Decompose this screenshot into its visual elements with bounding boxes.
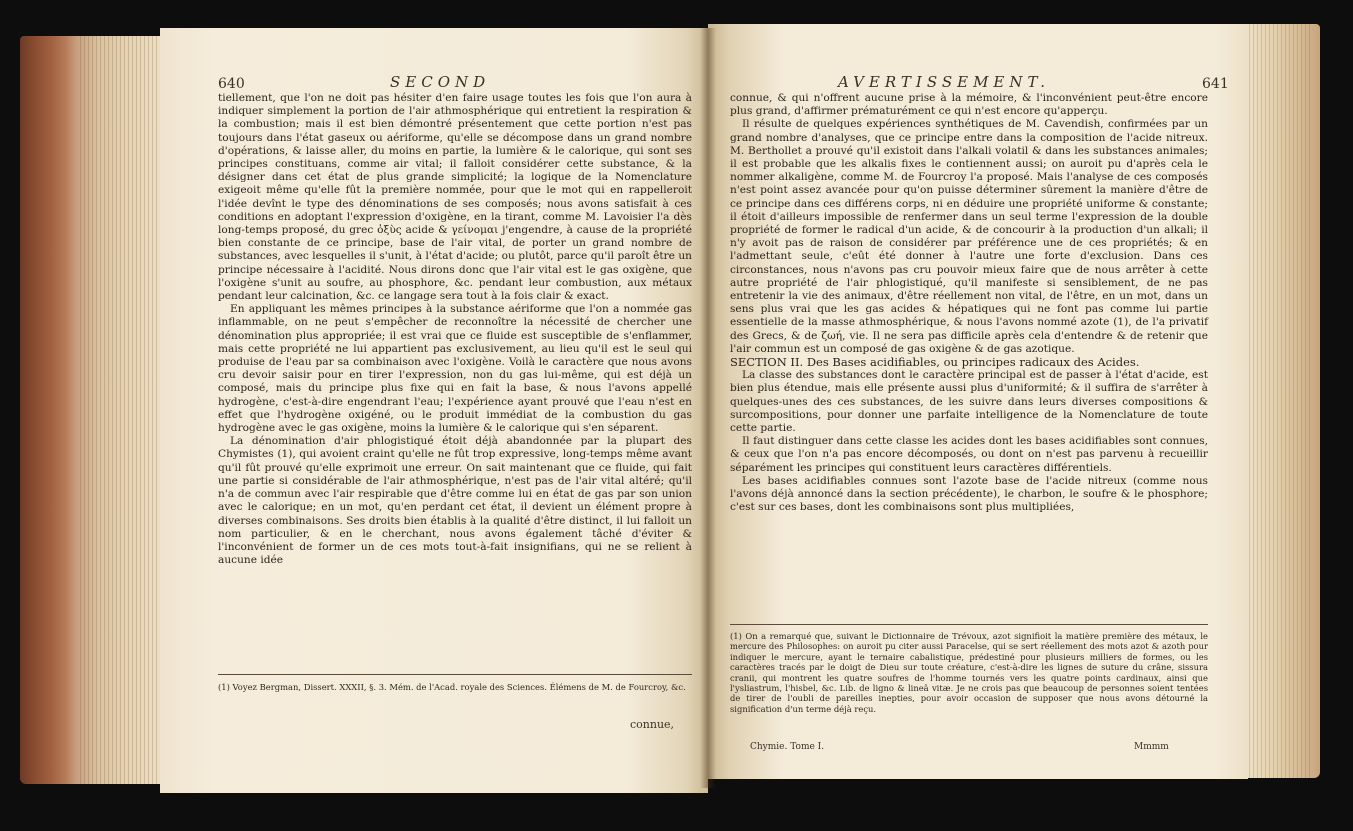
left-page-edges (20, 36, 170, 784)
left-footnote: (1) Voyez Bergman, Dissert. XXXII, §. 3. Mém. de l'Acad. royale des Sciences. Élémens de M. de Fourcroy, &c. (218, 682, 686, 692)
right-paragraph-5: Les bases acidifiables connues sont l'azote base de l'acide nitreux (comme nous l'avons déjà annoncé dans la section précédente), le charbon, le soufre & le phosphore; c'est sur ces bases, dont les combinaisons sont plus multipliées, (730, 474, 1208, 514)
right-paragraph-3: La classe des substances dont le caractère principal est de passer à l'état d'acide, est bien plus étendue, mais elle présente aussi plus d'uniformité; & il suffira de s'arrêter à quelques-unes des ces substances, de les suivre dans leurs diverses compositions & surcompositions, pour donner une parfaite intelligence de la Nomenclature de toute cette partie. (730, 369, 1208, 435)
page-number-right: 641 (1202, 76, 1229, 92)
left-paragraph-3: La dénomination d'air phlogistiqué étoit déjà abandonnée par la plupart des Chymistes (1), qui avoient craint qu'elle ne fût trop expressive, long-temps même avant qu'il fût prouvé qu'elle exprimoit une erreur. On sait maintenant que ce fluide, qui fait une partie si considérable de l'air athmosphérique, n'est pas de l'air vital altéré; qu'il n'a de commun avec l'air respirable que d'être comme lui en état de gas par son union avec le calorique; en un mot, qu'en perdant cet état, il devient un élément propre à diverses combinaisons. Ses droits bien établis à la qualité d'être distinct, il lui falloit un nom particulier, & en le cherchant, nous avons également tâché d'éviter & l'inconvénient de former un de ces mots tout-à-fait insignifians, qui ne se relient à aucune idée (218, 435, 692, 567)
right-paragraph-2: Il résulte de quelques expériences synthétiques de M. Cavendish, confirmées par un grand nombre d'analyses, que ce principe entre dans la composition de l'acide nitreux. M. Berthollet a prouvé qu'il existoit dans l'alkali volatil & dans les substances animales; il est probable que les alkalis fixes le contiennent aussi; on auroit pu d'après cela le nommer alkaligène, comme M. de Fourcroy l'a proposé. Mais l'analyse de ces composés n'est point assez avancée pour qu'on puisse déterminer sûrement la manière d'être de ce principe dans ces différens corps, ni en déduire une propriété uniforme & constante; il étoit d'ailleurs impossible de renfermer dans un seul terme l'expression de la double propriété de former le radical d'un acide, & de concourir à la production d'un alkali; il n'y avoit pas de raison de considérer par préférence une de ces propriétés; & en l'admettant seule, c'eût été donner à l'autre une forte d'exclusion. Dans ces circonstances, nous n'avons pas cru pouvoir mieux faire que de nous arrêter à cette autre propriété de l'air phlogistiqué, qu'il manifeste si sensiblement, de ne pas entretenir la vie des animaux, d'être réellement non vital, de l'être, en un mot, dans un sens plus vrai que les gas acides & hépatiques qui ne font pas comme lui partie essentielle de la masse athmosphérique, & nous l'avons nommé azote (1), de l'a privatif des Grecs, & de ζωή, vie. Il ne sera pas difficile après cela d'entendre & de retenir que l'air commun est un composé de gas oxigène & de gas azotique. (730, 118, 1208, 355)
footnote-rule-right (730, 624, 1208, 625)
signature-volume: Chymie. Tome I. (750, 742, 825, 752)
right-footnote: (1) On a remarqué que, suivant le Dictionnaire de Trévoux, azot signifioit la matière première des métaux, le mercure des Philosophes: on auroit pu citer aussi Paracelse, qui se sert réellement des mots azot & azoth pour indiquer le mercure, ayant le ternaire cabalistique, prédestiné pour plusieurs milliers de formes, ou les caractères tracés par le doigt de Dieu sur toute créature, c'est-à-dire les lignes de suture du crâne, sissura cranii, qui montrent les quatre soufres de l'homme tournés vers les quatre points cardinaux, ainsi que l'ysliastrum, l'hisbel, &c. Lib. de ligno & lineâ vitæ. Je ne crois pas que beaucoup de personnes soient tentées de tirer de l'oubli de pareilles inepties, pour avoir occasion de supposer que nous avons détourné la signification d'un terme déjà reçu. (730, 631, 1208, 714)
running-head-right: AVERTISSEMENT. (838, 73, 1051, 91)
section-heading: SECTION II. Des Bases acidifiables, ou principes radicaux des Acides. (730, 355, 1140, 370)
left-paragraph-1: tiellement, que l'on ne doit pas hésiter d'en faire usage toutes les fois que l'on aura à indiquer simplement la portion de l'air athmosphérique qui entretient la respiration & la combustion; mais il est bien démontré présentement que cette portion n'est pas toujours dans l'état gaseux ou aériforme, qu'elle se décompose dans un grand nombre d'opérations, & laisse aller, du moins en partie, la lumière & le calorique, qui sont ses principes constituans, comme air vital; il falloit considérer cette substance, & la désigner dans cet état de plus grande simplicité; la logique de la Nomenclature exigeoit même qu'elle fût la première nommée, pour que le mot qui en rappelleroit l'idée devînt le type des dénominations de ses composés; nous avons satisfait à ces conditions en adoptant l'expression d'oxigène, en la tirant, comme M. Lavoisier l'a dès long-temps proposé, du grec ὀξὺς acide & γείνομαι j'engendre, à cause de la propriété bien constante de ce principe, base de l'air vital, de porter un grand nombre de substances, avec lesquelles il s'unit, à l'état d'acide; ou plutôt, parce qu'il paroît être un principe nécessaire à l'acidité. Nous dirons donc que l'air vital est le gas oxigène, que l'oxigène s'unit au soufre, au phosphore, &c. pendant leur combustion, aux métaux pendant leur calcination, &c. ce langage sera tout à la fois clair & exact. (218, 92, 692, 303)
right-paragraph-4: Il faut distinguer dans cette classe les acides dont les bases acidifiables sont connues, & ceux que l'on n'a pas encore décomposés, ou dont on n'est pas parvenu à recueillir séparément les principes qui constituent leurs caractères différentiels. (730, 435, 1208, 474)
right-page-edges (1245, 24, 1320, 778)
signature-mark: Mmmm (1134, 742, 1169, 752)
footnote-rule-left (218, 674, 692, 675)
left-page-body (218, 92, 692, 567)
right-page-body (730, 92, 1208, 515)
running-head-left: SECOND (390, 73, 491, 91)
page-number-left: 640 (218, 76, 245, 92)
right-paragraph-1: connue, & qui n'offrent aucune prise à la mémoire, & l'inconvénient peut-être encore plus grand, d'affirmer prématurément ce qui n'est encore qu'apperçu. (730, 92, 1208, 118)
left-paragraph-2: En appliquant les mêmes principes à la substance aériforme que l'on a nommée gas inflammable, on ne peut s'empêcher de reconnoître la nécessité de chercher une dénomination plus appropriée; il est vrai que ce fluide est susceptible de s'enflammer, mais cette propriété ne lui appartient pas exclusivement, au lieu qu'il est le seul qui produise de l'eau par sa combinaison avec l'oxigène. Voilà le caractère que nous avons cru devoir saisir pour en tirer l'expression, non du gas lui-même, qui est déjà un composé, mais du principe plus fixe qui en fait la base, & nous l'avons appellé hydrogène, c'est-à-dire engendrant l'eau; l'expérience ayant prouvé que l'eau n'est en effet que l'hydrogène oxigéné, ou le produit immédiat de la combustion du gas hydrogène avec le gas oxigène, moins la lumière & le calorique qui s'en séparent. (218, 303, 692, 435)
left-page (160, 28, 708, 793)
catchword: connue, (630, 718, 675, 731)
book-gutter (700, 28, 716, 788)
right-page (708, 24, 1248, 779)
